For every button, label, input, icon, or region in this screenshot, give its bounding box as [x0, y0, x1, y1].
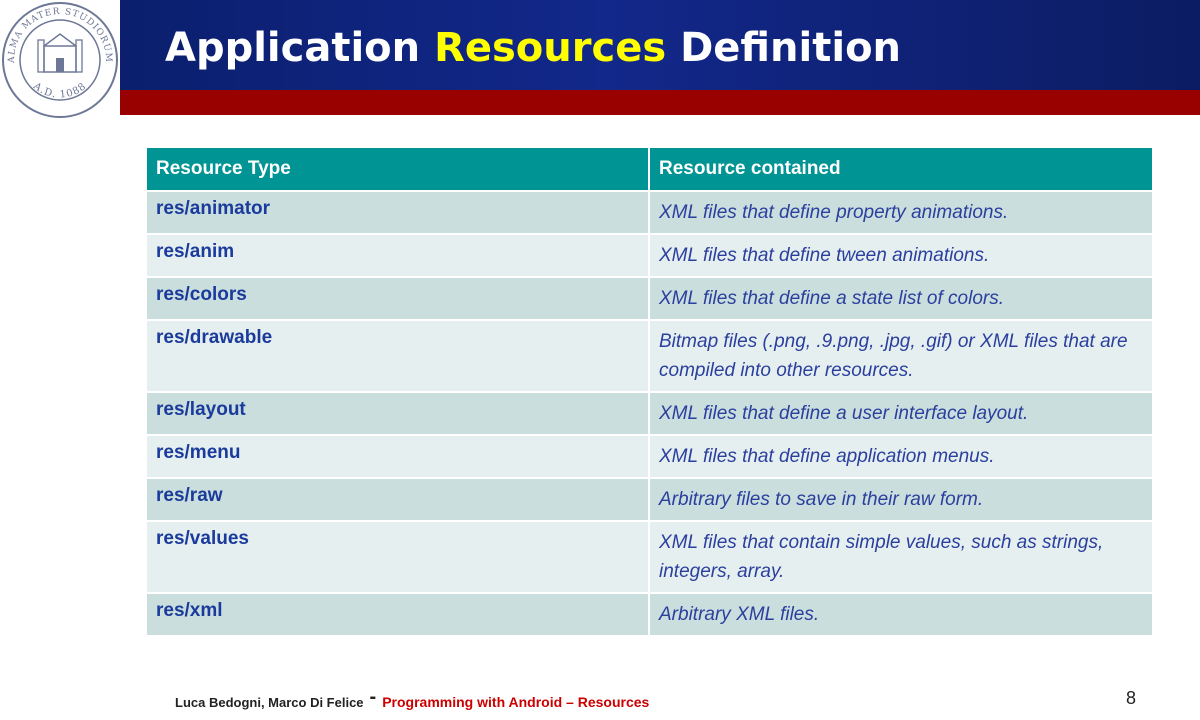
resource-type-cell: res/menu [147, 435, 649, 478]
table-row [147, 191, 1152, 234]
header-red-stripe [120, 90, 1200, 115]
resource-description-cell: Bitmap files (.png, .9.png, .jpg, .gif) or XML files that are compiled into other resources. [649, 320, 1152, 392]
resource-description-cell: XML files that define property animations. [649, 191, 1152, 234]
resource-description-cell: Arbitrary files to save in their raw form. [649, 478, 1152, 521]
resource-description-cell: XML files that define a user interface layout. [649, 392, 1152, 435]
svg-text:ALMA MATER STUDIORUM: ALMA MATER STUDIORUM [6, 6, 114, 64]
title-prefix: Application [165, 25, 435, 71]
resource-type-cell: res/colors [147, 277, 649, 320]
slide-footer [175, 686, 650, 713]
resource-type-cell: res/xml [147, 593, 649, 636]
title-highlight: Resources [434, 25, 667, 71]
resource-type-cell: res/animator [147, 191, 649, 234]
title-suffix: Definition [666, 25, 902, 71]
footer-course-title: Programming with Android – Resources [382, 694, 650, 710]
resource-type-cell: res/layout [147, 392, 649, 435]
resources-table [147, 148, 1152, 637]
table-row [147, 521, 1152, 593]
svg-text:A.D. 1088: A.D. 1088 [31, 80, 89, 101]
header-resource-contained: Resource contained [649, 148, 1152, 191]
footer-authors: Luca Bedogni, Marco Di Felice [175, 695, 364, 710]
table-row [147, 593, 1152, 636]
table-row [147, 277, 1152, 320]
table-row [147, 478, 1152, 521]
slide-title [165, 20, 901, 76]
resource-type-cell: res/anim [147, 234, 649, 277]
table-header-row [147, 148, 1152, 191]
resource-type-cell: res/raw [147, 478, 649, 521]
resource-description-cell: XML files that define application menus. [649, 435, 1152, 478]
table-row [147, 435, 1152, 478]
footer-separator: - [369, 686, 377, 708]
university-seal-logo [0, 0, 120, 120]
resource-type-cell: res/values [147, 521, 649, 593]
resource-description-cell: XML files that define tween animations. [649, 234, 1152, 277]
resource-description-cell: Arbitrary XML files. [649, 593, 1152, 636]
table-row [147, 320, 1152, 392]
resource-type-cell: res/drawable [147, 320, 649, 392]
resource-description-cell: XML files that define a state list of colors. [649, 277, 1152, 320]
page-number: 8 [1126, 688, 1137, 708]
resource-description-cell: XML files that contain simple values, such as strings, integers, array. [649, 521, 1152, 593]
header-resource-type: Resource Type [147, 148, 649, 191]
table-row [147, 234, 1152, 277]
table-row [147, 392, 1152, 435]
